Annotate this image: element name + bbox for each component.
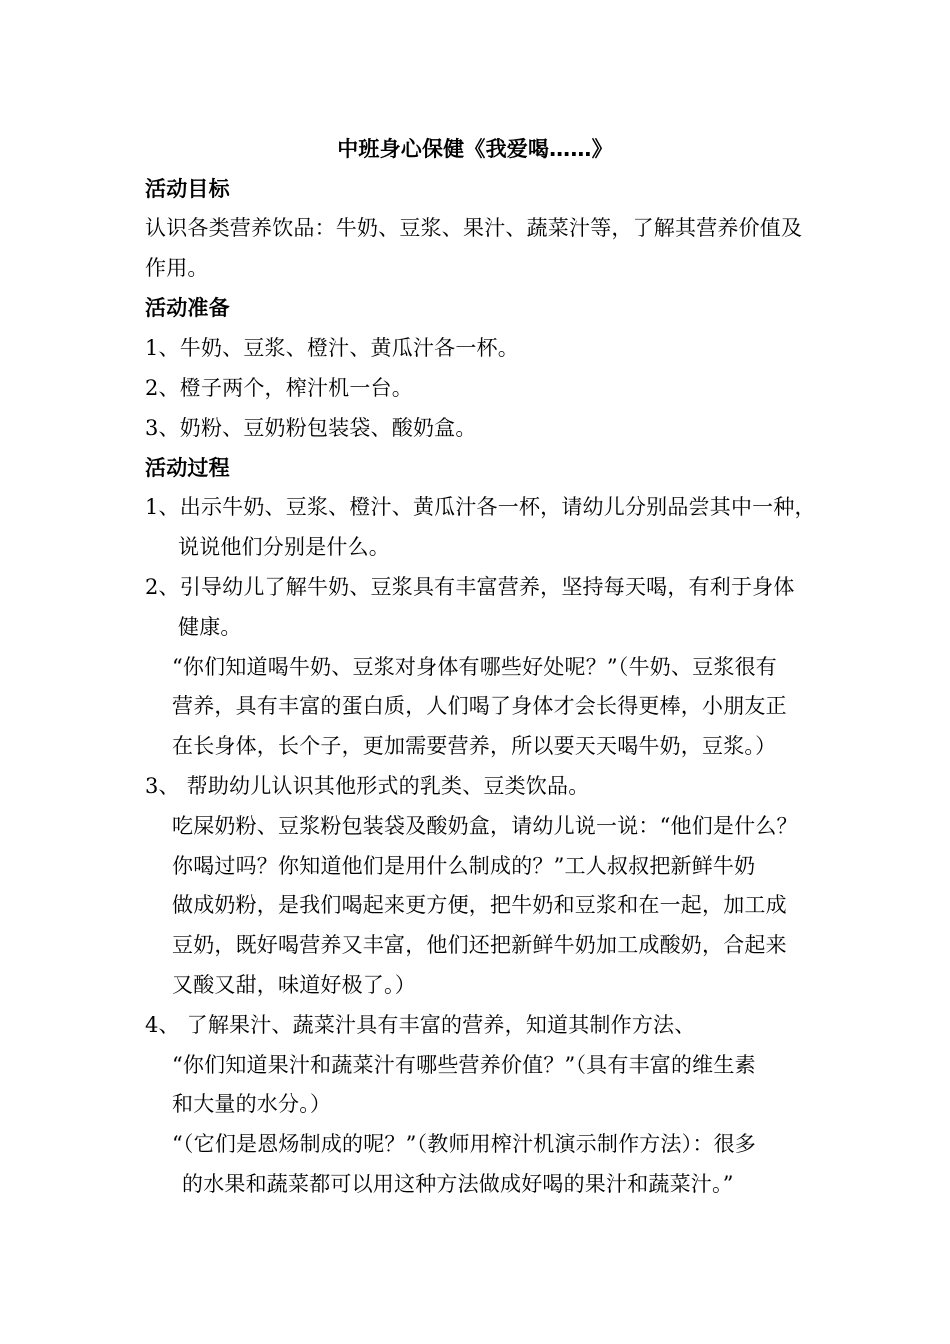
prep-item-2: 2、橙子两个，榨汁机一台。: [145, 376, 413, 400]
step2-line-5: 在长身体，长个子，更加需要营养，所以要天天喝牛奶，豆浆。）: [172, 734, 777, 758]
step3-line-4: 做成奶粉，是我们喝起来更方便，把牛奶和豆浆和在一起，加工成: [172, 893, 787, 917]
step3-line-3: 你喝过吗？你知道他们是用什么制成的？”工人叔叔把新鲜牛奶: [172, 854, 756, 878]
prep-heading: 活动准备: [145, 296, 230, 320]
step3-line-2: 吃屎奶粉、豆浆粉包装袋及酸奶盒，请幼儿说一说：“他们是什么？: [172, 814, 798, 838]
process-heading: 活动过程: [145, 456, 230, 480]
step3-line-6: 又酸又甜，味道好极了。）: [172, 973, 416, 997]
step4-line-3: 和大量的水分。）: [172, 1092, 332, 1116]
goal-heading: 活动目标: [145, 177, 230, 201]
step2-line-3: “你们知道喝牛奶、豆浆对身体有哪些好处呢？”（牛奶、豆浆很有: [172, 655, 777, 679]
step2-line-4: 营养，具有丰富的蛋白质，人们喝了身体才会长得更棒，小朋友正: [172, 694, 787, 718]
prep-item-1: 1、牛奶、豆浆、橙汁、黄瓜汁各一杯。: [145, 336, 519, 360]
step4-line-4: “（它们是恩炀制成的呢？”（教师用榨汁机演示制作方法）：很多: [172, 1132, 756, 1156]
step1-line-2: 说说他们分别是什么。: [178, 535, 390, 559]
goal-text-line-1: 认识各类营养饮品：牛奶、豆浆、果汁、蔬菜汁等，了解其营养价值及: [145, 216, 803, 240]
goal-text-line-2: 作用。: [145, 256, 209, 280]
page-title: 中班身心保健《我爱喝……》: [337, 137, 613, 161]
step4-line-5: 的水果和蔬菜都可以用这种方法做成好喝的果汁和蔬菜汁。”: [182, 1172, 734, 1196]
prep-item-3: 3、奶粉、豆奶粉包装袋、酸奶盒。: [145, 416, 477, 440]
step2-line-1: 2、引导幼儿了解牛奶、豆浆具有丰富营养，坚持每天喝，有利于身体: [145, 575, 795, 599]
step1-line-1: 1、出示牛奶、豆浆、橙汁、黄瓜汁各一杯，请幼儿分别品尝其中一种，: [145, 495, 816, 519]
step2-line-2: 健康。: [178, 615, 242, 639]
step3-line-1: 3、 帮助幼儿认识其他形式的乳类、豆类饮品。: [145, 774, 590, 798]
step4-line-2: “你们知道果汁和蔬菜汁有哪些营养价值？”（具有丰富的维生素: [172, 1053, 756, 1077]
step4-line-1: 4、 了解果汁、蔬菜汁具有丰富的营养，知道其制作方法、: [145, 1013, 696, 1037]
step3-line-5: 豆奶，既好喝营养又丰富，他们还把新鲜牛奶加工成酸奶，合起来: [172, 933, 787, 957]
